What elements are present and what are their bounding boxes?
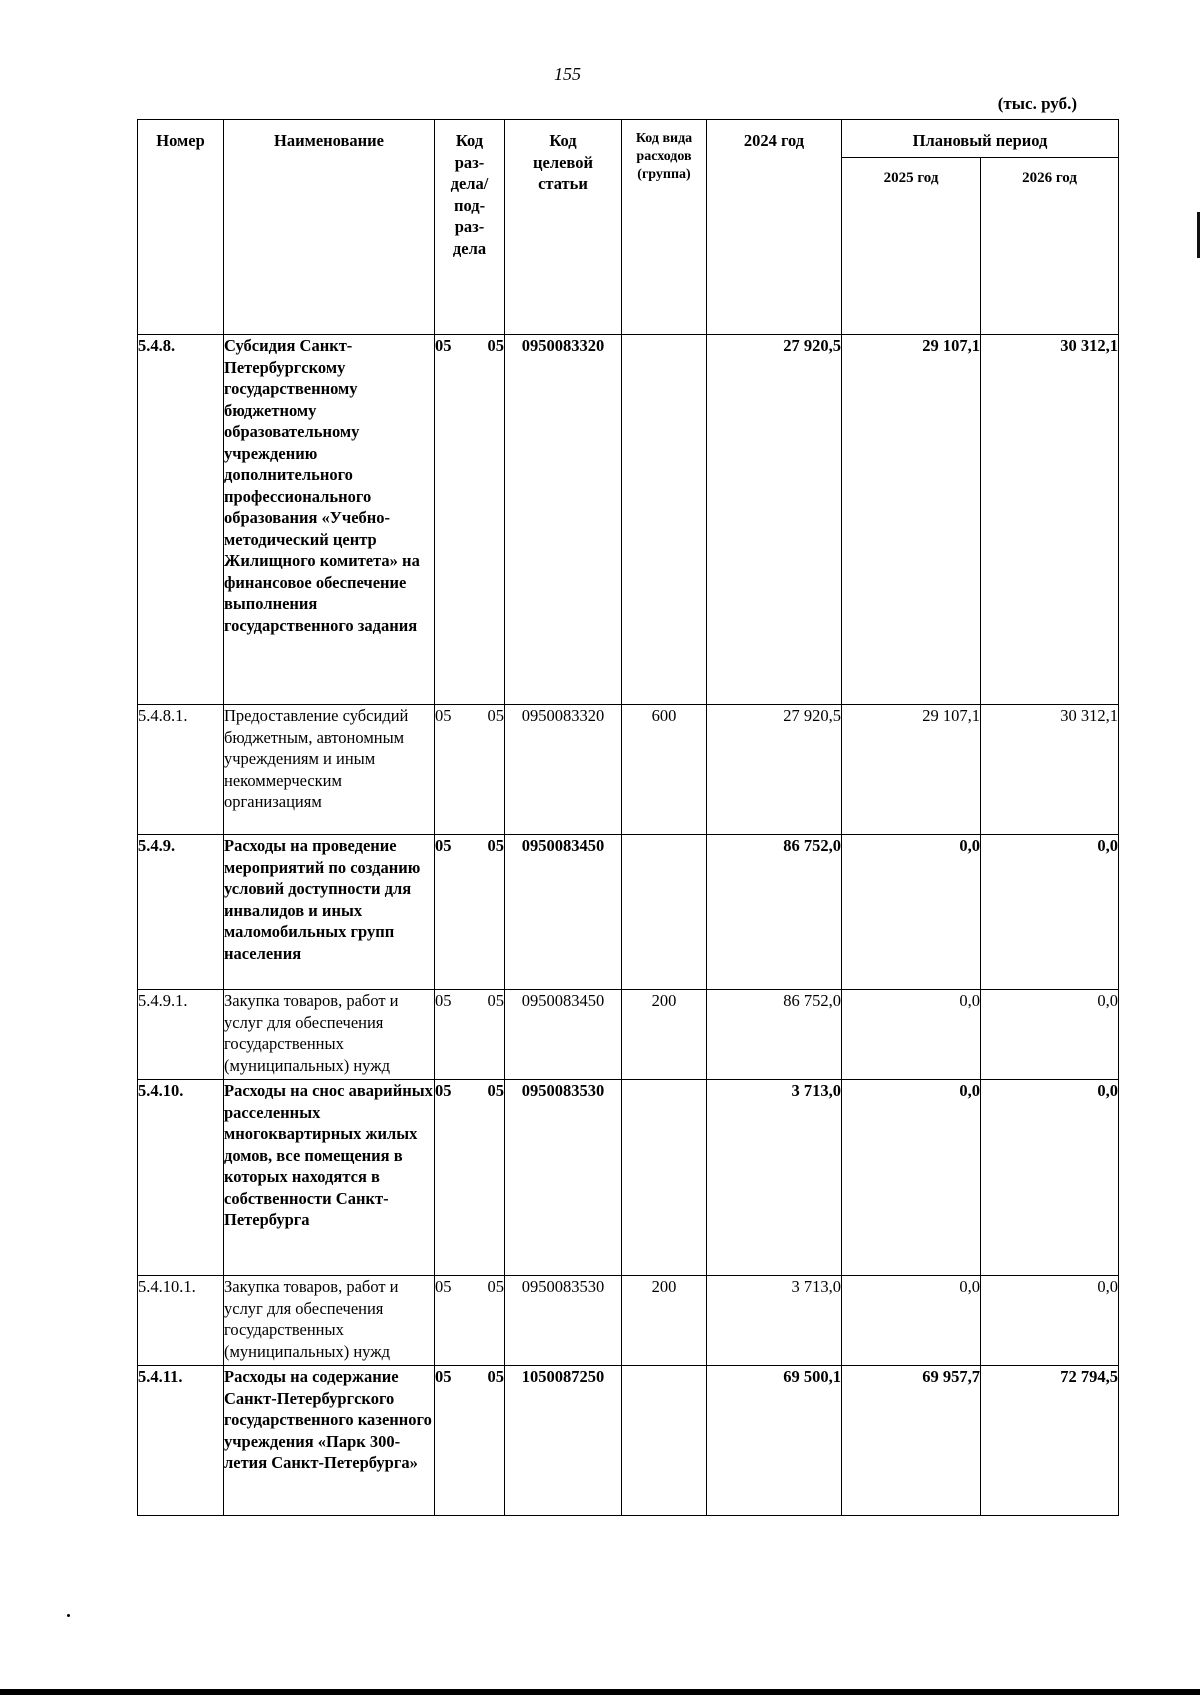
podrazdel: 05 (487, 1367, 504, 1386)
row-name: Расходы на содержание Санкт-Петербургского государственного казенного учреждения «Парк 300-летия Санкт-Петербурга» (224, 1366, 435, 1516)
row-name: Субсидия Санкт-Петербургскому государственному бюджетному образовательному учреждению дополнительного профессионального образования «Учебно-методический центр Жилищного комитета» на финансовое обеспечение выполнения государственного задания (224, 335, 435, 705)
row-amount-2024: 86 752,0 (707, 990, 842, 1080)
row-celevaya-code: 0950083450 (505, 990, 622, 1080)
row-amount-2026: 0,0 (981, 1276, 1119, 1366)
header-planned-period: Плановый период (842, 120, 1119, 158)
row-amount-2026: 0,0 (981, 835, 1119, 990)
row-razdel-code (435, 1276, 505, 1366)
row-amount-2024: 3 713,0 (707, 1276, 842, 1366)
row-razdel-code (435, 1366, 505, 1516)
table-row (138, 1276, 1119, 1366)
table-row (138, 1366, 1119, 1516)
header-celevaya: Код целевой статьи (505, 120, 622, 335)
row-number: 5.4.9.1. (138, 990, 224, 1080)
razdel: 05 (435, 1367, 452, 1386)
razdel: 05 (435, 1277, 452, 1296)
row-amount-2026: 0,0 (981, 1080, 1119, 1276)
razdel: 05 (435, 1081, 452, 1100)
table-row (138, 1080, 1119, 1276)
row-razdel-code (435, 705, 505, 835)
row-vid-code: 600 (622, 705, 707, 835)
row-number: 5.4.8. (138, 335, 224, 705)
row-name: Закупка товаров, работ и услуг для обеспечения государственных (муниципальных) нужд (224, 990, 435, 1080)
header-2025: 2025 год (842, 158, 981, 335)
table-row (138, 990, 1119, 1080)
row-amount-2024: 86 752,0 (707, 835, 842, 990)
row-amount-2025: 0,0 (842, 1276, 981, 1366)
row-razdel-code (435, 990, 505, 1080)
row-amount-2025: 0,0 (842, 835, 981, 990)
podrazdel: 05 (487, 1277, 504, 1296)
header-name: Наименование (224, 120, 435, 335)
row-razdel-code (435, 1080, 505, 1276)
podrazdel: 05 (487, 336, 504, 355)
podrazdel: 05 (487, 836, 504, 855)
header-2024: 2024 год (707, 120, 842, 335)
row-celevaya-code: 0950083530 (505, 1276, 622, 1366)
header-number: Номер (138, 120, 224, 335)
razdel: 05 (435, 706, 452, 725)
scan-speck (67, 1614, 70, 1617)
row-amount-2026: 72 794,5 (981, 1366, 1119, 1516)
row-vid-code (622, 1366, 707, 1516)
row-amount-2024: 3 713,0 (707, 1080, 842, 1276)
header-vid: Код вида расходов (группа) (622, 120, 707, 335)
row-number: 5.4.10.1. (138, 1276, 224, 1366)
row-amount-2026: 30 312,1 (981, 705, 1119, 835)
razdel: 05 (435, 336, 452, 355)
row-name: Расходы на проведение мероприятий по созданию условий доступности для инвалидов и иных маломобильных групп населения (224, 835, 435, 990)
row-celevaya-code: 0950083530 (505, 1080, 622, 1276)
header-razdel: Код раз-дела/ под-раз-дела (435, 120, 505, 335)
row-name: Расходы на снос аварийных расселенных многоквартирных жилых домов, все помещения в которых находятся в собственности Санкт-Петербурга (224, 1080, 435, 1276)
podrazdel: 05 (487, 1081, 504, 1100)
row-amount-2025: 0,0 (842, 990, 981, 1080)
row-vid-code: 200 (622, 1276, 707, 1366)
table-row (138, 335, 1119, 705)
table-row (138, 835, 1119, 990)
row-celevaya-code: 1050087250 (505, 1366, 622, 1516)
podrazdel: 05 (487, 706, 504, 725)
row-amount-2025: 69 957,7 (842, 1366, 981, 1516)
row-number: 5.4.8.1. (138, 705, 224, 835)
row-razdel-code (435, 335, 505, 705)
row-number: 5.4.10. (138, 1080, 224, 1276)
row-celevaya-code: 0950083320 (505, 335, 622, 705)
row-amount-2026: 0,0 (981, 990, 1119, 1080)
page-number: 155 (554, 64, 581, 84)
units-label: (тыс. руб.) (997, 94, 1077, 113)
row-vid-code (622, 335, 707, 705)
podrazdel: 05 (487, 991, 504, 1010)
row-amount-2025: 29 107,1 (842, 705, 981, 835)
row-name: Предоставление субсидий бюджетным, автономным учреждениям и иным некоммерческим организациям (224, 705, 435, 835)
row-amount-2025: 29 107,1 (842, 335, 981, 705)
scan-bottom-bar (0, 1689, 1200, 1695)
table-row (138, 705, 1119, 835)
header-2026: 2026 год (981, 158, 1119, 335)
row-amount-2026: 30 312,1 (981, 335, 1119, 705)
row-amount-2024: 27 920,5 (707, 335, 842, 705)
row-amount-2024: 69 500,1 (707, 1366, 842, 1516)
row-razdel-code (435, 835, 505, 990)
row-name: Закупка товаров, работ и услуг для обеспечения государственных (муниципальных) нужд (224, 1276, 435, 1366)
razdel: 05 (435, 991, 452, 1010)
row-amount-2025: 0,0 (842, 1080, 981, 1276)
row-vid-code (622, 835, 707, 990)
budget-table (137, 119, 1119, 1516)
row-vid-code (622, 1080, 707, 1276)
razdel: 05 (435, 836, 452, 855)
row-celevaya-code: 0950083450 (505, 835, 622, 990)
row-number: 5.4.11. (138, 1366, 224, 1516)
row-number: 5.4.9. (138, 835, 224, 990)
row-amount-2024: 27 920,5 (707, 705, 842, 835)
row-celevaya-code: 0950083320 (505, 705, 622, 835)
row-vid-code: 200 (622, 990, 707, 1080)
